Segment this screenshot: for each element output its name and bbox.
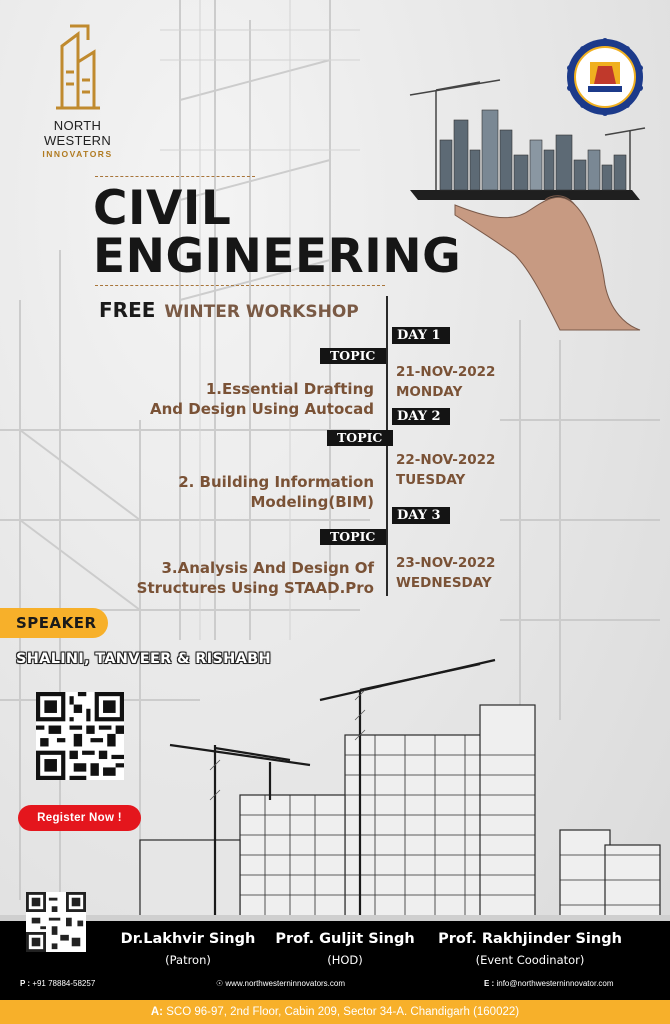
- topic-1-line1: 1.Essential Drafting: [205, 380, 374, 398]
- topic-1: [104, 379, 374, 419]
- phone-number: +91 78884-58257: [32, 979, 96, 988]
- day-3-tag: DAY 3: [392, 507, 450, 524]
- topic-3-tag: TOPIC: [320, 529, 386, 545]
- hod-role: (HOD): [327, 953, 363, 967]
- title-divider-bottom: [95, 285, 385, 286]
- day-1-date-value: 21-NOV-2022: [396, 364, 496, 380]
- topic-3: [104, 558, 374, 598]
- coordinator-role: (Event Coodinator): [475, 953, 585, 967]
- topic-2-tag: TOPIC: [327, 430, 393, 446]
- topic-3-line2: Structures Using STAAD.Pro: [136, 579, 374, 597]
- patron: [108, 930, 268, 968]
- title-divider: [95, 176, 255, 177]
- title-line1: CIVIL: [93, 181, 232, 236]
- building-logo-icon: [48, 22, 108, 110]
- day-1-date: [396, 362, 495, 402]
- event-coordinator: [430, 930, 630, 968]
- day-1-tag: DAY 1: [392, 327, 450, 344]
- coordinator-name: Prof. Rakhjinder Singh: [438, 931, 622, 947]
- brand-name: NORTH WESTERN: [43, 118, 112, 148]
- globe-icon: ☉: [216, 979, 224, 988]
- day-3-weekday: WEDNESDAY: [396, 575, 492, 591]
- footer-qr-code-icon: [26, 892, 86, 952]
- brand-logo: [20, 22, 135, 159]
- workshop-heading: [99, 298, 359, 322]
- topic-2-line2: Modeling(BIM): [250, 493, 374, 511]
- brand-subtitle: INNOVATORS: [42, 149, 113, 159]
- hod-name: Prof. Guljit Singh: [275, 931, 415, 947]
- day-2-date: [396, 450, 495, 490]
- college-seal-icon: [566, 38, 644, 116]
- email-contact[interactable]: [484, 979, 614, 988]
- free-label: FREE: [99, 298, 156, 322]
- day-2-date-value: 22-NOV-2022: [396, 452, 496, 468]
- topic-2: [104, 472, 374, 512]
- hod: [270, 930, 420, 968]
- register-qr-code-icon[interactable]: [36, 692, 124, 780]
- topic-3-line1: 3.Analysis And Design Of: [161, 559, 374, 577]
- website-contact[interactable]: [216, 979, 345, 988]
- topic-1-line2: And Design Using Autocad: [150, 400, 374, 418]
- address-bar: [0, 1000, 670, 1024]
- website-link[interactable]: www.northwesterninnovators.com: [225, 979, 346, 988]
- email-label: E :: [484, 979, 495, 988]
- email-link[interactable]: info@northwesterninnovator.com: [496, 979, 614, 988]
- day-3-date: [396, 553, 495, 593]
- day-3-date-value: 23-NOV-2022: [396, 555, 496, 571]
- speaker-names: SHALINI, TANVEER & RISHABH: [16, 651, 271, 667]
- title-line2: ENGINEERING: [93, 229, 462, 284]
- phone-label: P :: [20, 979, 31, 988]
- day-1-weekday: MONDAY: [396, 384, 463, 400]
- day-2-tag: DAY 2: [392, 408, 450, 425]
- patron-role: (Patron): [165, 953, 211, 967]
- address-text: SCO 96-97, 2nd Floor, Cabin 209, Sector 34-A. Chandigarh (160022): [166, 1006, 520, 1018]
- phone-contact: [20, 979, 95, 988]
- speaker-label: SPEAKER: [0, 608, 108, 638]
- topic-1-tag: TOPIC: [320, 348, 386, 364]
- timeline-line: [386, 296, 388, 596]
- patron-name: Dr.Lakhvir Singh: [120, 931, 256, 947]
- winter-workshop-label: WINTER WORKSHOP: [164, 302, 359, 322]
- address-label: A:: [150, 1006, 164, 1018]
- day-2-weekday: TUESDAY: [396, 472, 466, 488]
- topic-2-line1: 2. Building Information: [178, 473, 374, 491]
- register-now-button[interactable]: Register Now !: [18, 805, 141, 831]
